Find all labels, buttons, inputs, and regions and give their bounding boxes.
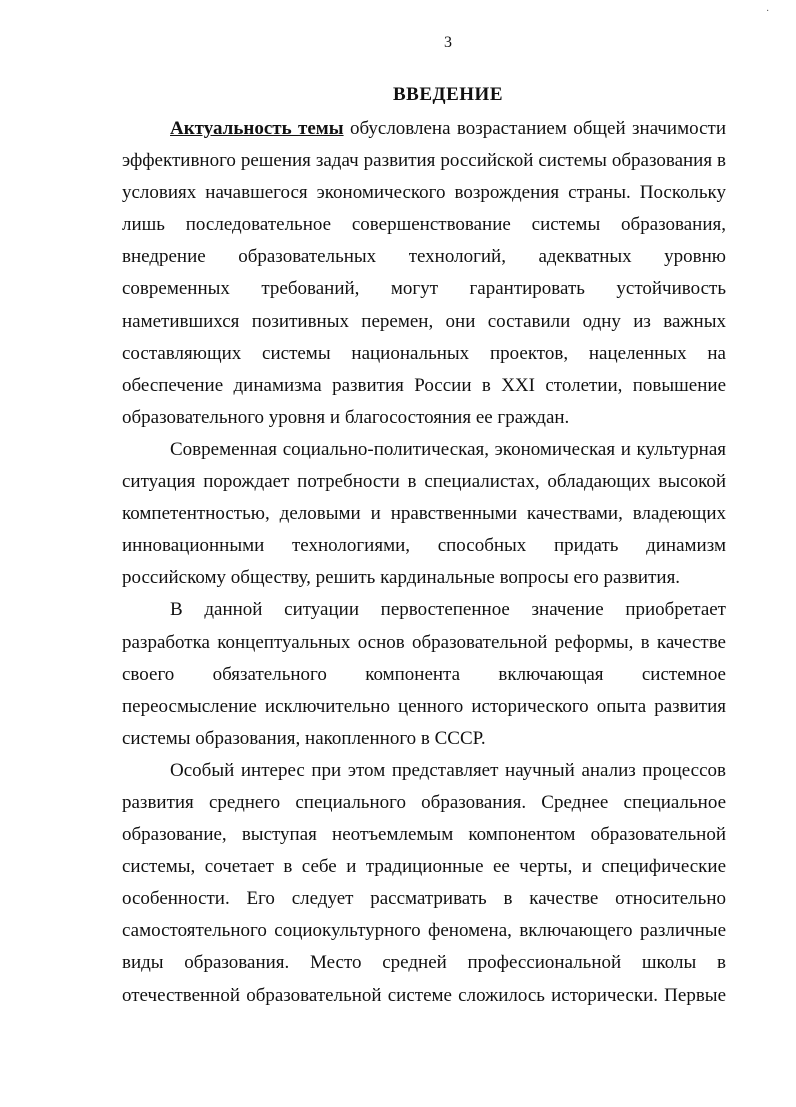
text-line: Актуальность темы обусловлена возрастанием общей значимости (170, 118, 726, 139)
paragraph-1 (122, 113, 726, 434)
text-line: развития среднего специального образования. Среднее специальное (122, 791, 726, 813)
text-line: переосмысление исключительно ценного исторического опыта развития (122, 695, 726, 717)
text-line: системы, сочетает в себе и традиционные ее черты, и специфические (122, 856, 726, 878)
text-line: особенности. Его следует рассматривать в качестве относительно (122, 888, 726, 910)
text-line: образовательного уровня и благосостояния ее граждан. (122, 406, 570, 428)
paragraph-4 (122, 755, 726, 1012)
text-line: системы образования, накопленного в СССР. (122, 727, 486, 749)
text-line: компетентностью, деловыми и нравственными качествами, владеющих (122, 503, 726, 525)
text-line: своего обязательного компонента включающая системное (122, 663, 726, 685)
text-line: обеспечение динамизма развития России в XXI столетии, повышение (122, 374, 726, 396)
page-number: 3 (444, 34, 452, 51)
text-line: Современная социально-политическая, экономическая и культурная (170, 438, 726, 460)
topic-relevance-lead: Актуальность темы (170, 118, 344, 139)
text-line: В данной ситуации первостепенное значение приобретает (170, 599, 726, 621)
text-line: составляющих системы национальных проектов, нацеленных на (122, 342, 726, 364)
text-line: образование, выступая неотъемлемым компонентом образовательной (122, 824, 726, 846)
text-line: инновационными технологиями, способных придать динамизм (122, 535, 726, 557)
text-line: разработка концептуальных основ образовательной реформы, в качестве (122, 631, 726, 653)
text-line: отечественной образовательной системе сложилось исторически. Первые (122, 984, 726, 1006)
text-line: ситуация порождает потребности в специалистах, обладающих высокой (122, 471, 726, 493)
text-line: виды образования. Место средней профессиональной школы в (122, 952, 726, 974)
body-text (122, 113, 726, 1012)
text-line: эффективного решения задач развития российской системы образования в (122, 150, 726, 172)
text-line: лишь последовательное совершенствование системы образования, (122, 214, 726, 236)
text-line: условиях начавшегося экономического возрождения страны. Поскольку (122, 182, 726, 204)
paragraph-2 (122, 434, 726, 594)
text-line: внедрение образовательных технологий, адекватных уровню (122, 246, 726, 268)
text-line: российскому обществу, решить кардинальные вопросы его развития. (122, 567, 681, 589)
text-line: самостоятельного социокультурного феномена, включающего различные (122, 920, 726, 942)
text-line: наметившихся позитивных перемен, они составили одну из важных (122, 310, 726, 332)
page-title: ВВЕДЕНИЕ (393, 84, 503, 105)
corner-mark: · (766, 6, 770, 17)
paragraph-3 (122, 594, 726, 754)
text-line: современных требований, могут гарантировать устойчивость (122, 278, 726, 300)
text-line: Особый интерес при этом представляет научный анализ процессов (170, 759, 726, 781)
